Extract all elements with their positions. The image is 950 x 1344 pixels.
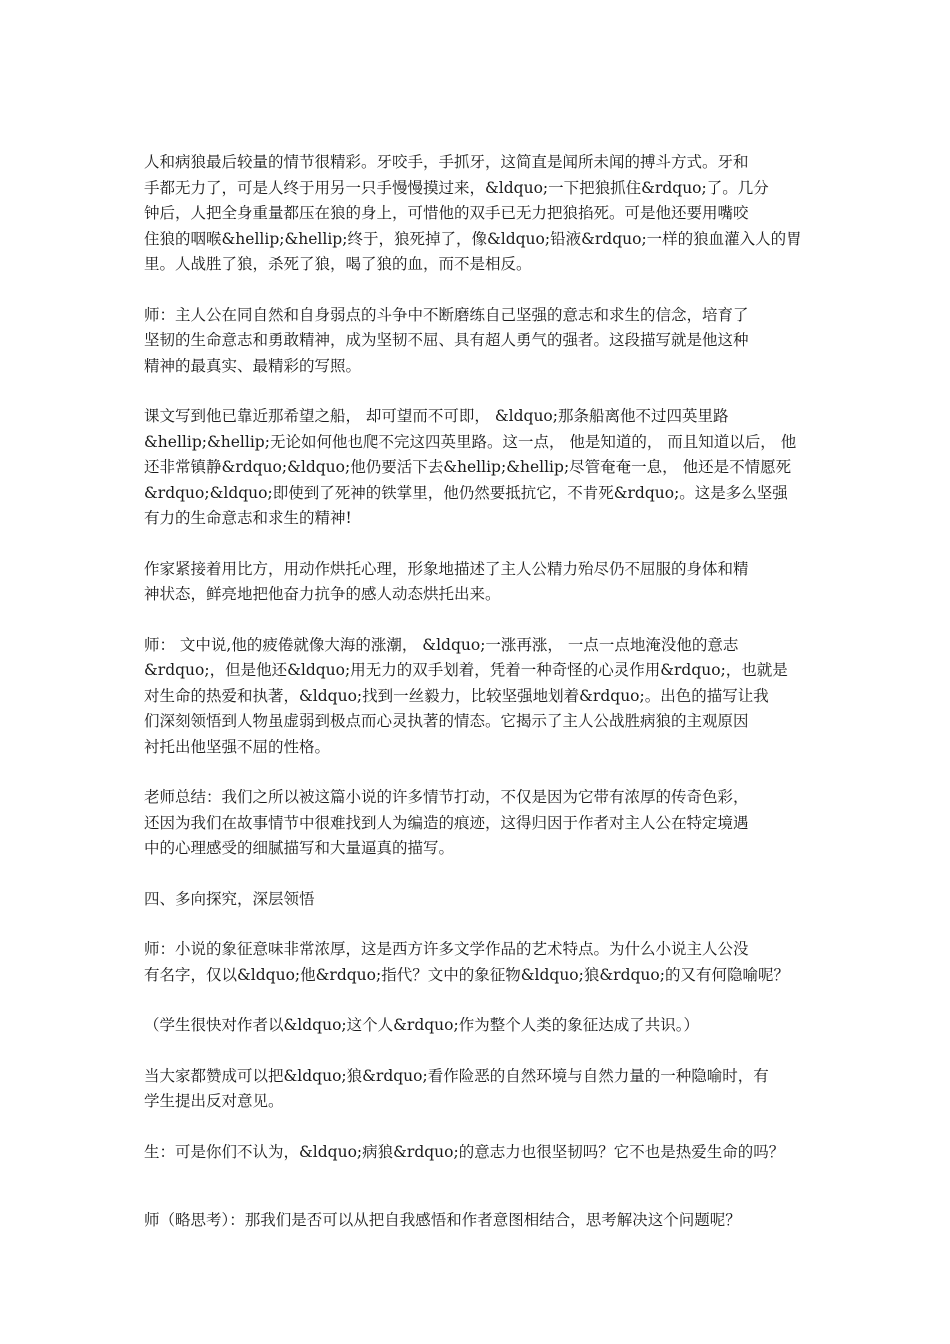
paragraph-teacher-reflection: 师（略思考）：那我们是否可以从把自我感悟和作者意图相结合，思考解决这个问题呢？	[144, 1211, 741, 1229]
paragraph-teacher-summary: 老师总结：我们之所以被这篇小说的许多情节打动，不仅是因为它带有浓厚的传奇色彩， 还因为我们在故事情节中很难找到人为编造的痕迹，这得归因于作者对主人公在特定境遇 中的心理感受的细腻描写和大量逼真的描写。	[144, 788, 749, 857]
paragraph-student-question: 生：可是你们不认为，&ldquo;病狼&rdquo;的意志力也很坚韧吗？它不也是热爱生命的吗？	[144, 1142, 785, 1161]
paragraph-hope-ship: 课文写到他已靠近那希望之船， 却可望而不可即， &ldquo;那条船离他不过四英里路 &hellip;&hellip;无论如何他也爬不完这四英里路。这一点， 他是知道的， 而且知道以后， 他 还非常镇静&rdquo;&ldquo;他仍要活下去&hellip;&hellip;尽管奄奄一息， 他还是不情愿死 &rdquo;&ldquo;即使到了死神的铁掌里，他仍然要抵抗它，不肯死&rdquo;。这是多么坚强 有力的生命意志和求生的精神!	[144, 407, 797, 527]
paragraph-student-consensus: （学生很快对作者以&ldquo;这个人&rdquo;作为整个人类的象征达成了共识。）	[144, 1016, 699, 1034]
paragraph-wolf-fight: 人和病狼最后较量的情节很精彩。牙咬手，手抓牙，这简直是闻所未闻的搏斗方式。牙和 手都无力了，可是人终于用另一只手慢慢摸过来，&ldquo;一下把狼抓住&rdquo;了。几分 钟后，人把全身重量都压在狼的身上，可惜他的双手已无力把狼掐死。可是他还要用嘴咬 住狼的咽喉&hellip;&hellip;终于，狼死掉了，像&ldquo;铅液&rdquo;一样的狼血灌入人的胃 里。人战胜了狼，杀死了狼，喝了狼的血，而不是相反。	[144, 153, 802, 273]
document-body	[144, 150, 818, 1259]
paragraph-metaphor: 作家紧接着用比方，用动作烘托心理，形象地描述了主人公精力殆尽仍不屈服的身体和精 神状态，鲜亮地把他奋力抗争的感人动态烘托出来。	[144, 559, 749, 603]
paragraph-fatigue-tide: 师： 文中说,他的疲倦就像大海的涨潮， &ldquo;一涨再涨， 一点一点地淹没他的意志 &rdquo;，但是他还&ldquo;用无力的双手划着，凭着一种奇怪的心灵作用&rdquo;，也就是 对生命的热爱和执著，&ldquo;找到一丝毅力，比较坚强地划着&rdquo;。出色的描写让我 们深刻领悟到人物虽虚弱到极点而心灵执著的情态。它揭示了主人公战胜病狼的主观原因 衬托出他坚强不屈的性格。	[144, 635, 788, 756]
paragraph-objection: 当大家都赞成可以把&ldquo;狼&rdquo;看作险恶的自然环境与自然力量的一种隐喻时，有 学生提出反对意见。	[144, 1066, 769, 1110]
paragraph-teacher-will: 师：主人公在同自然和自身弱点的斗争中不断磨练自己坚强的意志和求生的信念，培育了 坚韧的生命意志和勇敢精神，成为坚韧不屈、具有超人勇气的强者。这段描写就是他这种 精神的最真实、最精彩的写照。	[144, 305, 749, 375]
section-heading: 四、多向探究，深层领悟	[144, 889, 315, 908]
paragraph-symbolism: 师：小说的象征意味非常浓厚，这是西方许多文学作品的艺术特点。为什么小说主人公没 有名字，仅以&ldquo;他&rdquo;指代？文中的象征物&ldquo;狼&rdquo;的又有何隐喻呢？	[144, 940, 789, 984]
